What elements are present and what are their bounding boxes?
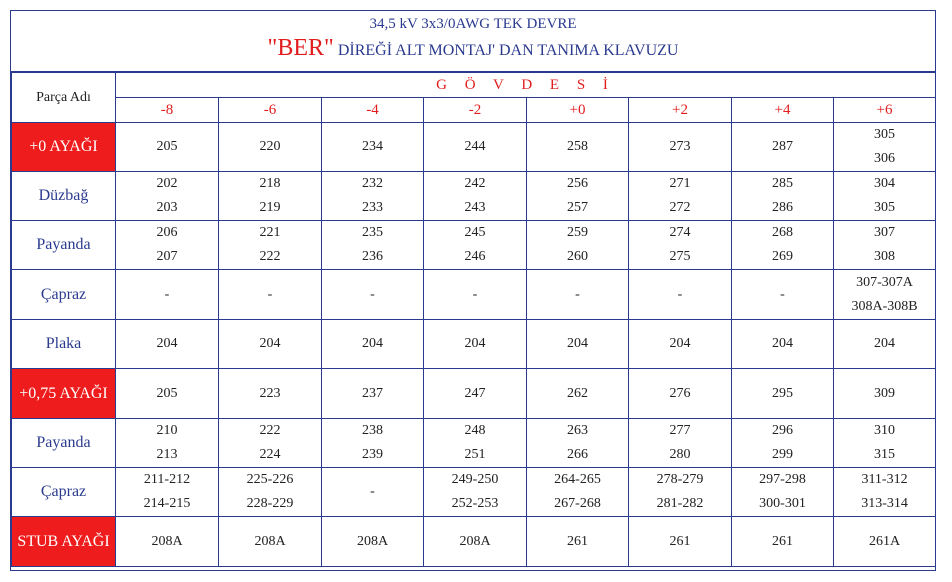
title-line-1: 34,5 kV 3x3/0AWG TEK DEVRE	[369, 16, 577, 32]
cell-value: 204	[464, 336, 486, 351]
table-cell	[219, 270, 322, 320]
table-cell	[732, 270, 834, 320]
table-cell	[629, 123, 732, 172]
table-cell	[424, 517, 527, 567]
cell-value: 307	[874, 225, 896, 240]
cell-value: 267-268	[554, 496, 601, 511]
cell-value: -	[370, 286, 375, 302]
cell-value: 277	[669, 423, 691, 438]
title-block	[11, 11, 935, 72]
cell-value: 261	[772, 533, 793, 549]
table-cell	[424, 468, 527, 517]
cell-value: 262	[567, 385, 588, 401]
table-cell	[322, 419, 424, 468]
table-cell	[219, 320, 322, 369]
table-cell	[424, 221, 527, 270]
table-cell	[629, 517, 732, 567]
table-cell	[834, 123, 936, 172]
table-cell	[116, 123, 219, 172]
table-cell	[322, 172, 424, 221]
table-body	[12, 123, 936, 567]
cell-value: 249-250	[451, 472, 499, 487]
table-cell	[116, 468, 219, 517]
body-column-header: +6	[834, 98, 936, 123]
cell-value: 233	[362, 200, 383, 215]
table-cell	[732, 369, 834, 419]
part-label: Payanda	[12, 419, 116, 468]
table-cell	[732, 172, 834, 221]
cell-value: 243	[464, 200, 486, 215]
cell-value: 275	[669, 249, 691, 264]
cell-value: 206	[156, 225, 178, 240]
cell-value: 237	[362, 385, 383, 401]
cell-value: 246	[464, 249, 486, 264]
cell-value: 315	[874, 447, 896, 462]
table-cell	[219, 123, 322, 172]
cell-value: 239	[362, 447, 383, 462]
table-cell	[219, 369, 322, 419]
table-cell	[834, 221, 936, 270]
table-cell	[322, 221, 424, 270]
cell-value: 204	[669, 336, 691, 351]
table-cell	[629, 369, 732, 419]
table-cell	[834, 468, 936, 517]
title-rest: DİREĞİ ALT MONTAJ' DAN TANIMA KLAVUZU	[333, 42, 679, 59]
assembly-table	[11, 72, 936, 567]
table-cell	[219, 468, 322, 517]
cell-value: 221	[259, 225, 281, 240]
part-label: Payanda	[12, 221, 116, 270]
table-cell	[629, 270, 732, 320]
cell-value: 236	[362, 249, 383, 264]
cell-value: 297-298	[759, 472, 806, 487]
table-cell	[527, 419, 629, 468]
table-cell	[322, 369, 424, 419]
table-cell	[424, 369, 527, 419]
cell-value: 263	[567, 423, 588, 438]
cell-value: 208A	[459, 533, 491, 549]
cell-value: 204	[567, 336, 588, 351]
table-cell	[629, 320, 732, 369]
cell-value: 202	[156, 176, 178, 191]
table-cell	[834, 517, 936, 567]
table-cell	[424, 172, 527, 221]
cell-value: 252-253	[451, 496, 499, 511]
cell-value: 248	[464, 423, 486, 438]
table-cell	[834, 419, 936, 468]
cell-value: 280	[669, 447, 691, 462]
table-row	[12, 320, 936, 369]
cell-value: 309	[874, 385, 896, 401]
table-row	[12, 270, 936, 320]
cell-value: 313-314	[861, 496, 908, 511]
cell-value: 264-265	[554, 472, 601, 487]
table-cell	[424, 419, 527, 468]
cell-value: 251	[464, 447, 486, 462]
table-cell	[322, 270, 424, 320]
cell-value: 219	[259, 200, 281, 215]
table-cell	[219, 517, 322, 567]
table-cell	[219, 419, 322, 468]
cell-value: 245	[464, 225, 486, 240]
table-cell	[629, 172, 732, 221]
table-cell	[322, 123, 424, 172]
cell-value: 257	[567, 200, 588, 215]
cell-value: 247	[464, 385, 486, 401]
table-cell	[732, 320, 834, 369]
cell-value: 205	[156, 139, 178, 154]
table-cell	[732, 419, 834, 468]
table-cell	[629, 419, 732, 468]
cell-value: -	[575, 286, 580, 302]
cell-value: 242	[464, 176, 486, 191]
cell-value: 311-312	[861, 472, 908, 487]
table-cell	[834, 270, 936, 320]
table-cell	[834, 320, 936, 369]
table-row	[12, 172, 936, 221]
leg-label: +0 AYAĞI	[12, 123, 116, 172]
part-label: Çapraz	[12, 468, 116, 517]
table-cell	[527, 172, 629, 221]
cell-value: 274	[669, 225, 691, 240]
table-cell	[834, 369, 936, 419]
cell-value: 223	[259, 385, 281, 401]
table-row	[12, 123, 936, 172]
table-cell	[116, 221, 219, 270]
cell-value: 214-215	[143, 496, 191, 511]
body-column-header: -2	[424, 98, 527, 123]
table-cell	[732, 221, 834, 270]
cell-value: 295	[772, 385, 793, 401]
table-cell	[116, 369, 219, 419]
cell-value: 256	[567, 176, 588, 191]
cell-value: 304	[874, 176, 896, 191]
table-cell	[629, 468, 732, 517]
cell-value: -	[164, 286, 170, 302]
cell-value: 213	[156, 447, 178, 462]
cell-value: 220	[259, 139, 281, 154]
title-line-2	[11, 33, 935, 63]
table-cell	[527, 369, 629, 419]
cell-value: 222	[259, 249, 281, 264]
leg-label: STUB AYAĞI	[12, 517, 116, 567]
leg-label: +0,75 AYAĞI	[12, 369, 116, 419]
cell-value: 268	[772, 225, 793, 240]
cell-value: 296	[772, 423, 793, 438]
table-cell	[116, 172, 219, 221]
cell-value: 299	[772, 447, 793, 462]
cell-value: 224	[259, 447, 281, 462]
cell-value: 204	[156, 336, 178, 351]
table-cell	[527, 270, 629, 320]
table-cell	[116, 419, 219, 468]
cell-value: 204	[362, 336, 383, 351]
part-label: Çapraz	[12, 270, 116, 320]
table-cell	[732, 468, 834, 517]
cell-value: 204	[772, 336, 793, 351]
cell-value: 204	[259, 336, 281, 351]
table-cell	[322, 468, 424, 517]
cell-value: 232	[362, 176, 383, 191]
body-column-header: -4	[322, 98, 424, 123]
body-column-header: +2	[629, 98, 732, 123]
cell-value: 261A	[868, 533, 901, 549]
part-label: Düzbağ	[12, 172, 116, 221]
cell-value: -	[677, 286, 683, 302]
body-header-label: G Ö V D E S İ	[436, 77, 615, 93]
body-column-header: -8	[116, 98, 219, 123]
cell-value: 261	[669, 533, 691, 549]
table-row	[12, 369, 936, 419]
cell-value: 258	[567, 139, 588, 154]
table-row	[12, 221, 936, 270]
cell-value: 278-279	[656, 472, 704, 487]
cell-value: 259	[567, 225, 588, 240]
cell-value: 306	[874, 151, 896, 166]
cell-value: 234	[362, 139, 383, 154]
table-cell	[527, 517, 629, 567]
cell-value: 276	[669, 385, 691, 401]
cell-value: 273	[669, 139, 691, 154]
cell-value: 204	[874, 336, 896, 351]
cell-value: -	[267, 286, 273, 302]
cell-value: 271	[669, 176, 691, 191]
table-cell	[732, 123, 834, 172]
cell-value: 305	[874, 200, 896, 215]
cell-value: 272	[669, 200, 691, 215]
cell-value: 208A	[356, 533, 389, 549]
cell-value: 310	[874, 423, 896, 438]
body-header	[116, 73, 936, 98]
part-label: Plaka	[12, 320, 116, 369]
part-name-header: Parça Adı	[12, 73, 116, 123]
table-row	[12, 517, 936, 567]
cell-value: 208A	[254, 533, 286, 549]
body-column-headers	[12, 98, 936, 123]
cell-value: -	[472, 286, 478, 302]
cell-value: 305	[874, 127, 896, 142]
table-cell	[834, 172, 936, 221]
table-cell	[219, 172, 322, 221]
table-cell	[116, 270, 219, 320]
cell-value: 285	[772, 176, 793, 191]
cell-value: 266	[567, 447, 588, 462]
cell-value: 261	[567, 533, 588, 549]
cell-value: 203	[156, 200, 178, 215]
table-cell	[629, 221, 732, 270]
cell-value: 208A	[151, 533, 183, 549]
table-cell	[732, 517, 834, 567]
cell-value: 210	[156, 423, 178, 438]
cell-value: 244	[464, 139, 486, 154]
cell-value: 307-307A	[856, 274, 913, 290]
cell-value: -	[780, 286, 785, 302]
body-column-header: -6	[219, 98, 322, 123]
cell-value: 308	[874, 249, 896, 264]
title-ber: "BER"	[267, 35, 334, 61]
cell-value: 218	[259, 176, 281, 191]
body-column-header: +4	[732, 98, 834, 123]
cell-value: 211-212	[143, 472, 191, 487]
table-cell	[322, 320, 424, 369]
cell-value: 235	[362, 225, 383, 240]
table-cell	[424, 270, 527, 320]
cell-value: 207	[156, 249, 178, 264]
table-cell	[116, 517, 219, 567]
cell-value: 286	[772, 200, 793, 215]
cell-value: 300-301	[759, 496, 806, 511]
table-cell	[424, 320, 527, 369]
table-cell	[322, 517, 424, 567]
cell-value: 238	[362, 423, 383, 438]
table-cell	[219, 221, 322, 270]
table-cell	[527, 221, 629, 270]
table-row	[12, 468, 936, 517]
cell-value: 205	[156, 385, 178, 401]
table-cell	[424, 123, 527, 172]
table-cell	[527, 320, 629, 369]
cell-value: 222	[259, 423, 281, 438]
table-cell	[527, 468, 629, 517]
cell-value: 308A-308B	[851, 298, 918, 314]
table-row	[12, 419, 936, 468]
cell-value: 269	[772, 249, 793, 264]
guide-sheet	[10, 10, 936, 571]
table-cell	[116, 320, 219, 369]
table-cell	[527, 123, 629, 172]
body-column-header: +0	[527, 98, 629, 123]
cell-value: 228-229	[246, 496, 294, 511]
cell-value: -	[370, 484, 375, 499]
cell-value: 225-226	[246, 472, 294, 487]
cell-value: 287	[772, 139, 793, 154]
cell-value: 281-282	[656, 496, 704, 511]
cell-value: 260	[567, 249, 588, 264]
